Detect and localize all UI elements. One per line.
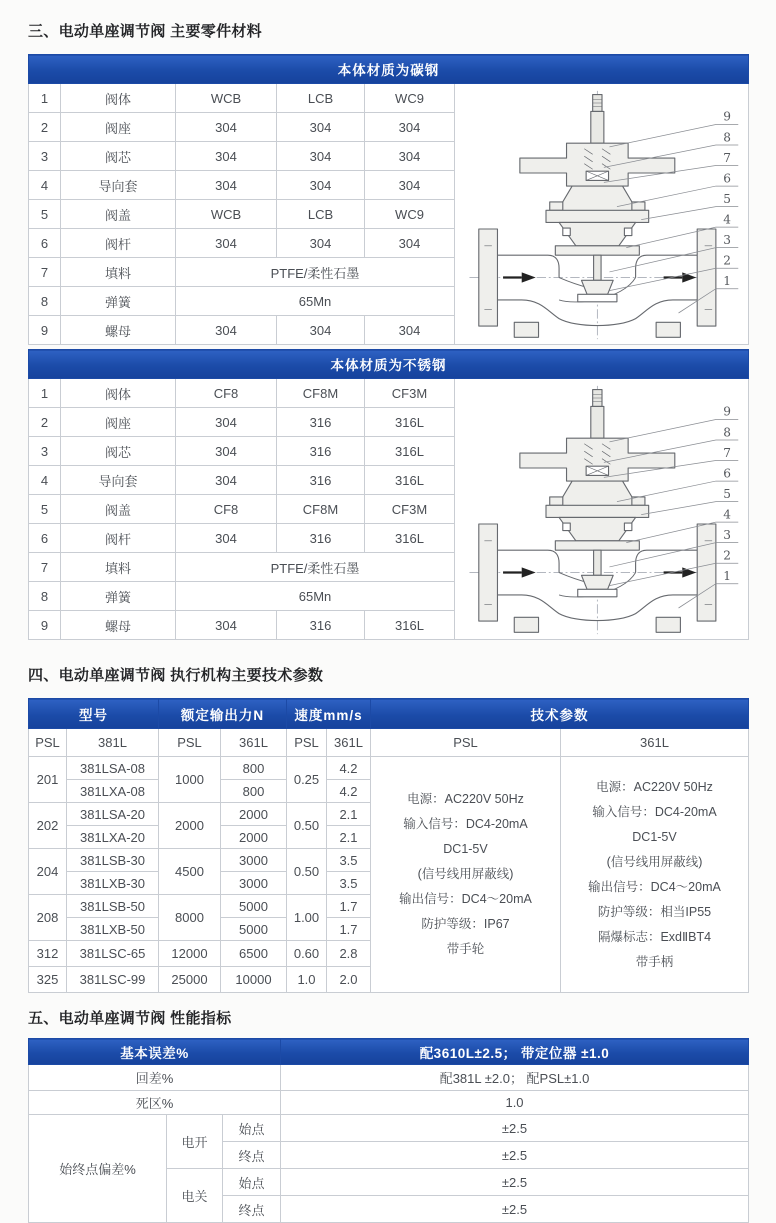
part-no: 9 — [29, 316, 61, 345]
force-361-cell: 6500 — [221, 941, 287, 967]
start-point-label: 始点 — [223, 1115, 281, 1142]
callout-number: 8 — [722, 130, 731, 145]
tech-params-psl — [371, 757, 561, 993]
model-cell: 381LSA-08 — [67, 757, 159, 780]
deadband-value: 1.0 — [281, 1091, 749, 1115]
callout-number: 5 — [722, 191, 731, 206]
speed-psl-cell: 0.50 — [287, 803, 327, 849]
force-361-cell: 10000 — [221, 967, 287, 993]
end-point-label: 终点 — [223, 1196, 281, 1223]
tech-line: DC1-5V — [632, 829, 677, 844]
sub-header: 361L — [221, 729, 287, 757]
sub-header: 361L — [561, 729, 749, 757]
model-cell: 381LXA-20 — [67, 826, 159, 849]
part-name: 阀芯 — [61, 437, 176, 466]
table-header-row — [29, 350, 749, 379]
perf-row — [29, 1115, 749, 1142]
tech-line: 输入信号：DC4-20mA — [403, 817, 528, 831]
perf-row — [29, 1091, 749, 1115]
speed-psl-cell: 0.25 — [287, 757, 327, 803]
section-4-title: 四、电动单座调节阀 执行机构主要技术参数 — [28, 667, 324, 684]
material-cell: 304 — [277, 171, 365, 200]
speed-361-cell: 3.5 — [327, 849, 371, 872]
material-cell: 316 — [277, 524, 365, 553]
stainless-table-header: 本体材质为不锈钢 — [29, 350, 749, 379]
model-cell: 381LXB-50 — [67, 918, 159, 941]
basic-error-label: 基本误差% — [29, 1039, 281, 1065]
model-cell: 381LSB-50 — [67, 895, 159, 918]
material-cell-span: 65Mn — [176, 582, 455, 611]
force-psl-cell: 2000 — [159, 803, 221, 849]
close-mode-label: 电关 — [167, 1169, 223, 1223]
force-361-cell: 2000 — [221, 826, 287, 849]
start-point-label: 始点 — [223, 1169, 281, 1196]
hysteresis-label: 回差% — [29, 1065, 281, 1091]
part-no: 5 — [29, 200, 61, 229]
part-name: 阀体 — [61, 84, 176, 113]
deviation-value: ±2.5 — [281, 1169, 749, 1196]
material-cell: 316L — [365, 466, 455, 495]
part-name: 弹簧 — [61, 287, 176, 316]
hysteresis-value: 配381L ±2.0； 配PSL±1.0 — [281, 1065, 749, 1091]
callout-number: 1 — [722, 274, 731, 288]
perf-row — [29, 1065, 749, 1091]
model-cell: 381LSA-20 — [67, 803, 159, 826]
deviation-value: ±2.5 — [281, 1115, 749, 1142]
deviation-value: ±2.5 — [281, 1196, 749, 1223]
part-name: 螺母 — [61, 611, 176, 640]
callout-number: 6 — [722, 171, 731, 186]
part-no: 4 — [29, 171, 61, 200]
force-361-cell: 3000 — [221, 872, 287, 895]
material-cell: 304 — [176, 611, 277, 640]
material-cell: 316L — [365, 437, 455, 466]
callout-number: 8 — [722, 425, 731, 440]
model-cell: 381LSB-30 — [67, 849, 159, 872]
speed-361-cell: 4.2 — [327, 757, 371, 780]
force-psl-cell: 4500 — [159, 849, 221, 895]
tech-line: 带手轮 — [446, 942, 485, 956]
sub-header: PSL — [29, 729, 67, 757]
material-cell: 304 — [176, 437, 277, 466]
part-no: 8 — [29, 582, 61, 611]
speed-psl-cell: 1.00 — [287, 895, 327, 941]
valve-cross-section-diagram — [458, 89, 746, 341]
callout-number: 9 — [722, 404, 731, 419]
force-361-cell: 5000 — [221, 918, 287, 941]
force-header: 额定输出力N — [159, 699, 287, 729]
part-no: 1 — [29, 379, 61, 408]
model-cell: 381LSC-99 — [67, 967, 159, 993]
part-no: 7 — [29, 553, 61, 582]
part-name: 填料 — [61, 553, 176, 582]
material-cell: CF3M — [365, 379, 455, 408]
callout-number: 2 — [722, 253, 731, 268]
part-no: 6 — [29, 229, 61, 258]
psl-code: 312 — [29, 941, 67, 967]
speed-361-cell: 2.1 — [327, 803, 371, 826]
material-cell: 304 — [365, 113, 455, 142]
part-no: 1 — [29, 84, 61, 113]
force-psl-cell: 25000 — [159, 967, 221, 993]
section-3-title: 三、电动单座调节阀 主要零件材料 — [28, 23, 262, 40]
material-cell: 316L — [365, 408, 455, 437]
sub-header: PSL — [287, 729, 327, 757]
material-cell: 304 — [365, 171, 455, 200]
callout-number: 4 — [722, 212, 731, 227]
material-cell: 304 — [277, 316, 365, 345]
actuator-parameters-table — [28, 698, 749, 993]
tech-line: 电源：AC220V 50Hz — [407, 792, 524, 806]
callout-number: 1 — [722, 569, 731, 583]
part-no: 2 — [29, 408, 61, 437]
part-name: 阀杆 — [61, 524, 176, 553]
part-no: 6 — [29, 524, 61, 553]
tech-line: 输出信号：DC4～20mA — [399, 892, 532, 906]
valve-cross-section-diagram — [458, 384, 746, 636]
callout-number: 3 — [722, 527, 731, 542]
material-cell: 316 — [277, 437, 365, 466]
material-cell: CF8M — [277, 379, 365, 408]
material-cell: 304 — [176, 466, 277, 495]
material-cell: CF3M — [365, 495, 455, 524]
valve-diagram-cell — [455, 379, 749, 640]
material-cell: 304 — [277, 229, 365, 258]
speed-361-cell: 2.0 — [327, 967, 371, 993]
part-name: 导向套 — [61, 171, 176, 200]
part-no: 2 — [29, 113, 61, 142]
callout-number: 2 — [722, 548, 731, 563]
table-header-row — [29, 55, 749, 84]
tech-line: 输入信号：DC4-20mA — [592, 804, 717, 819]
material-cell: 304 — [365, 316, 455, 345]
callout-number: 6 — [722, 466, 731, 481]
deadband-label: 死区% — [29, 1091, 281, 1115]
material-cell: 304 — [365, 229, 455, 258]
deviation-label: 始终点偏差% — [29, 1115, 167, 1223]
force-361-cell: 5000 — [221, 895, 287, 918]
material-cell: WC9 — [365, 200, 455, 229]
material-cell: 304 — [176, 142, 277, 171]
callout-number: 7 — [722, 445, 731, 460]
tech-header: 技术参数 — [371, 699, 749, 729]
part-no: 3 — [29, 142, 61, 171]
material-cell: CF8M — [277, 495, 365, 524]
part-name: 阀杆 — [61, 229, 176, 258]
material-cell: 304 — [176, 316, 277, 345]
part-name: 阀芯 — [61, 142, 176, 171]
carbon-table-header: 本体材质为碳钢 — [29, 55, 749, 84]
performance-table — [28, 1038, 749, 1223]
speed-361-cell: 1.7 — [327, 895, 371, 918]
speed-psl-cell: 0.50 — [287, 849, 327, 895]
part-no: 9 — [29, 611, 61, 640]
part-no: 8 — [29, 287, 61, 316]
part-name: 螺母 — [61, 316, 176, 345]
callout-number: 9 — [722, 109, 731, 124]
sub-header: 381L — [67, 729, 159, 757]
force-361-cell: 800 — [221, 780, 287, 803]
speed-psl-cell: 1.0 — [287, 967, 327, 993]
model-cell: 381LXB-30 — [67, 872, 159, 895]
model-header: 型号 — [29, 699, 159, 729]
callout-number: 4 — [722, 507, 731, 522]
force-361-cell: 800 — [221, 757, 287, 780]
callout-number: 5 — [722, 486, 731, 501]
open-mode-label: 电开 — [167, 1115, 223, 1169]
part-no: 5 — [29, 495, 61, 524]
material-cell: 316 — [277, 408, 365, 437]
part-no: 3 — [29, 437, 61, 466]
carbon-steel-materials-table — [28, 54, 749, 345]
material-cell: 304 — [277, 113, 365, 142]
speed-361-cell: 4.2 — [327, 780, 371, 803]
part-name: 阀体 — [61, 379, 176, 408]
speed-psl-cell: 0.60 — [287, 941, 327, 967]
speed-361-cell: 3.5 — [327, 872, 371, 895]
material-cell: LCB — [277, 84, 365, 113]
material-cell-span: PTFE/柔性石墨 — [176, 258, 455, 287]
psl-code: 204 — [29, 849, 67, 895]
material-cell: 304 — [176, 113, 277, 142]
callout-number: 3 — [722, 232, 731, 247]
part-name: 阀盖 — [61, 495, 176, 524]
model-cell: 381LXA-08 — [67, 780, 159, 803]
material-cell: 304 — [176, 408, 277, 437]
material-cell: 316 — [277, 466, 365, 495]
model-cell: 381LSC-65 — [67, 941, 159, 967]
speed-header: 速度mm/s — [287, 699, 371, 729]
material-cell: 304 — [176, 229, 277, 258]
part-no: 4 — [29, 466, 61, 495]
tech-line: (信号线用屏蔽线) — [606, 854, 703, 869]
psl-code: 325 — [29, 967, 67, 993]
material-cell-span: PTFE/柔性石墨 — [176, 553, 455, 582]
material-cell-span: 65Mn — [176, 287, 455, 316]
force-361-cell: 2000 — [221, 803, 287, 826]
sub-header-row — [29, 729, 749, 757]
psl-code: 202 — [29, 803, 67, 849]
psl-code: 208 — [29, 895, 67, 941]
sub-header: PSL — [371, 729, 561, 757]
tech-line: DC1-5V — [443, 842, 488, 856]
material-cell: WCB — [176, 84, 277, 113]
end-point-label: 终点 — [223, 1142, 281, 1169]
actuator-row — [29, 757, 749, 780]
material-cell: LCB — [277, 200, 365, 229]
sub-header: 361L — [327, 729, 371, 757]
table-header-row — [29, 1039, 749, 1065]
material-cell: WC9 — [365, 84, 455, 113]
part-name: 弹簧 — [61, 582, 176, 611]
part-no: 7 — [29, 258, 61, 287]
material-cell: 304 — [277, 142, 365, 171]
tech-line: 输出信号：DC4～20mA — [588, 879, 721, 894]
speed-361-cell: 1.7 — [327, 918, 371, 941]
part-name: 阀盖 — [61, 200, 176, 229]
tech-line: 隔爆标志：ExdⅡBT4 — [597, 929, 712, 944]
tech-params-361 — [561, 757, 749, 993]
force-361-cell: 3000 — [221, 849, 287, 872]
psl-code: 201 — [29, 757, 67, 803]
tech-line: 电源：AC220V 50Hz — [596, 779, 713, 794]
material-cell: 304 — [176, 524, 277, 553]
deviation-value: ±2.5 — [281, 1142, 749, 1169]
speed-361-cell: 2.1 — [327, 826, 371, 849]
part-name: 阀座 — [61, 113, 176, 142]
part-row — [29, 84, 749, 113]
material-cell: 304 — [365, 142, 455, 171]
part-name: 填料 — [61, 258, 176, 287]
part-row — [29, 379, 749, 408]
force-psl-cell: 8000 — [159, 895, 221, 941]
stainless-steel-materials-table — [28, 349, 749, 640]
force-psl-cell: 12000 — [159, 941, 221, 967]
material-cell: CF8 — [176, 495, 277, 524]
tech-line: (信号线用屏蔽线) — [417, 867, 514, 881]
material-cell: 316 — [277, 611, 365, 640]
material-cell: WCB — [176, 200, 277, 229]
speed-361-cell: 2.8 — [327, 941, 371, 967]
material-cell: 316L — [365, 611, 455, 640]
part-name: 导向套 — [61, 466, 176, 495]
basic-error-value: 配3610L±2.5； 带定位器 ±1.0 — [281, 1039, 749, 1065]
table-header-row — [29, 699, 749, 729]
force-psl-cell: 1000 — [159, 757, 221, 803]
sub-header: PSL — [159, 729, 221, 757]
tech-line: 防护等级：相当IP55 — [597, 904, 712, 919]
material-cell: 304 — [176, 171, 277, 200]
tech-line: 带手柄 — [635, 954, 674, 969]
material-cell: CF8 — [176, 379, 277, 408]
callout-number: 7 — [722, 150, 731, 165]
tech-line: 防护等级：IP67 — [421, 917, 510, 931]
material-cell: 316L — [365, 524, 455, 553]
valve-diagram-cell — [455, 84, 749, 345]
section-5-title: 五、电动单座调节阀 性能指标 — [28, 1010, 232, 1027]
part-name: 阀座 — [61, 408, 176, 437]
